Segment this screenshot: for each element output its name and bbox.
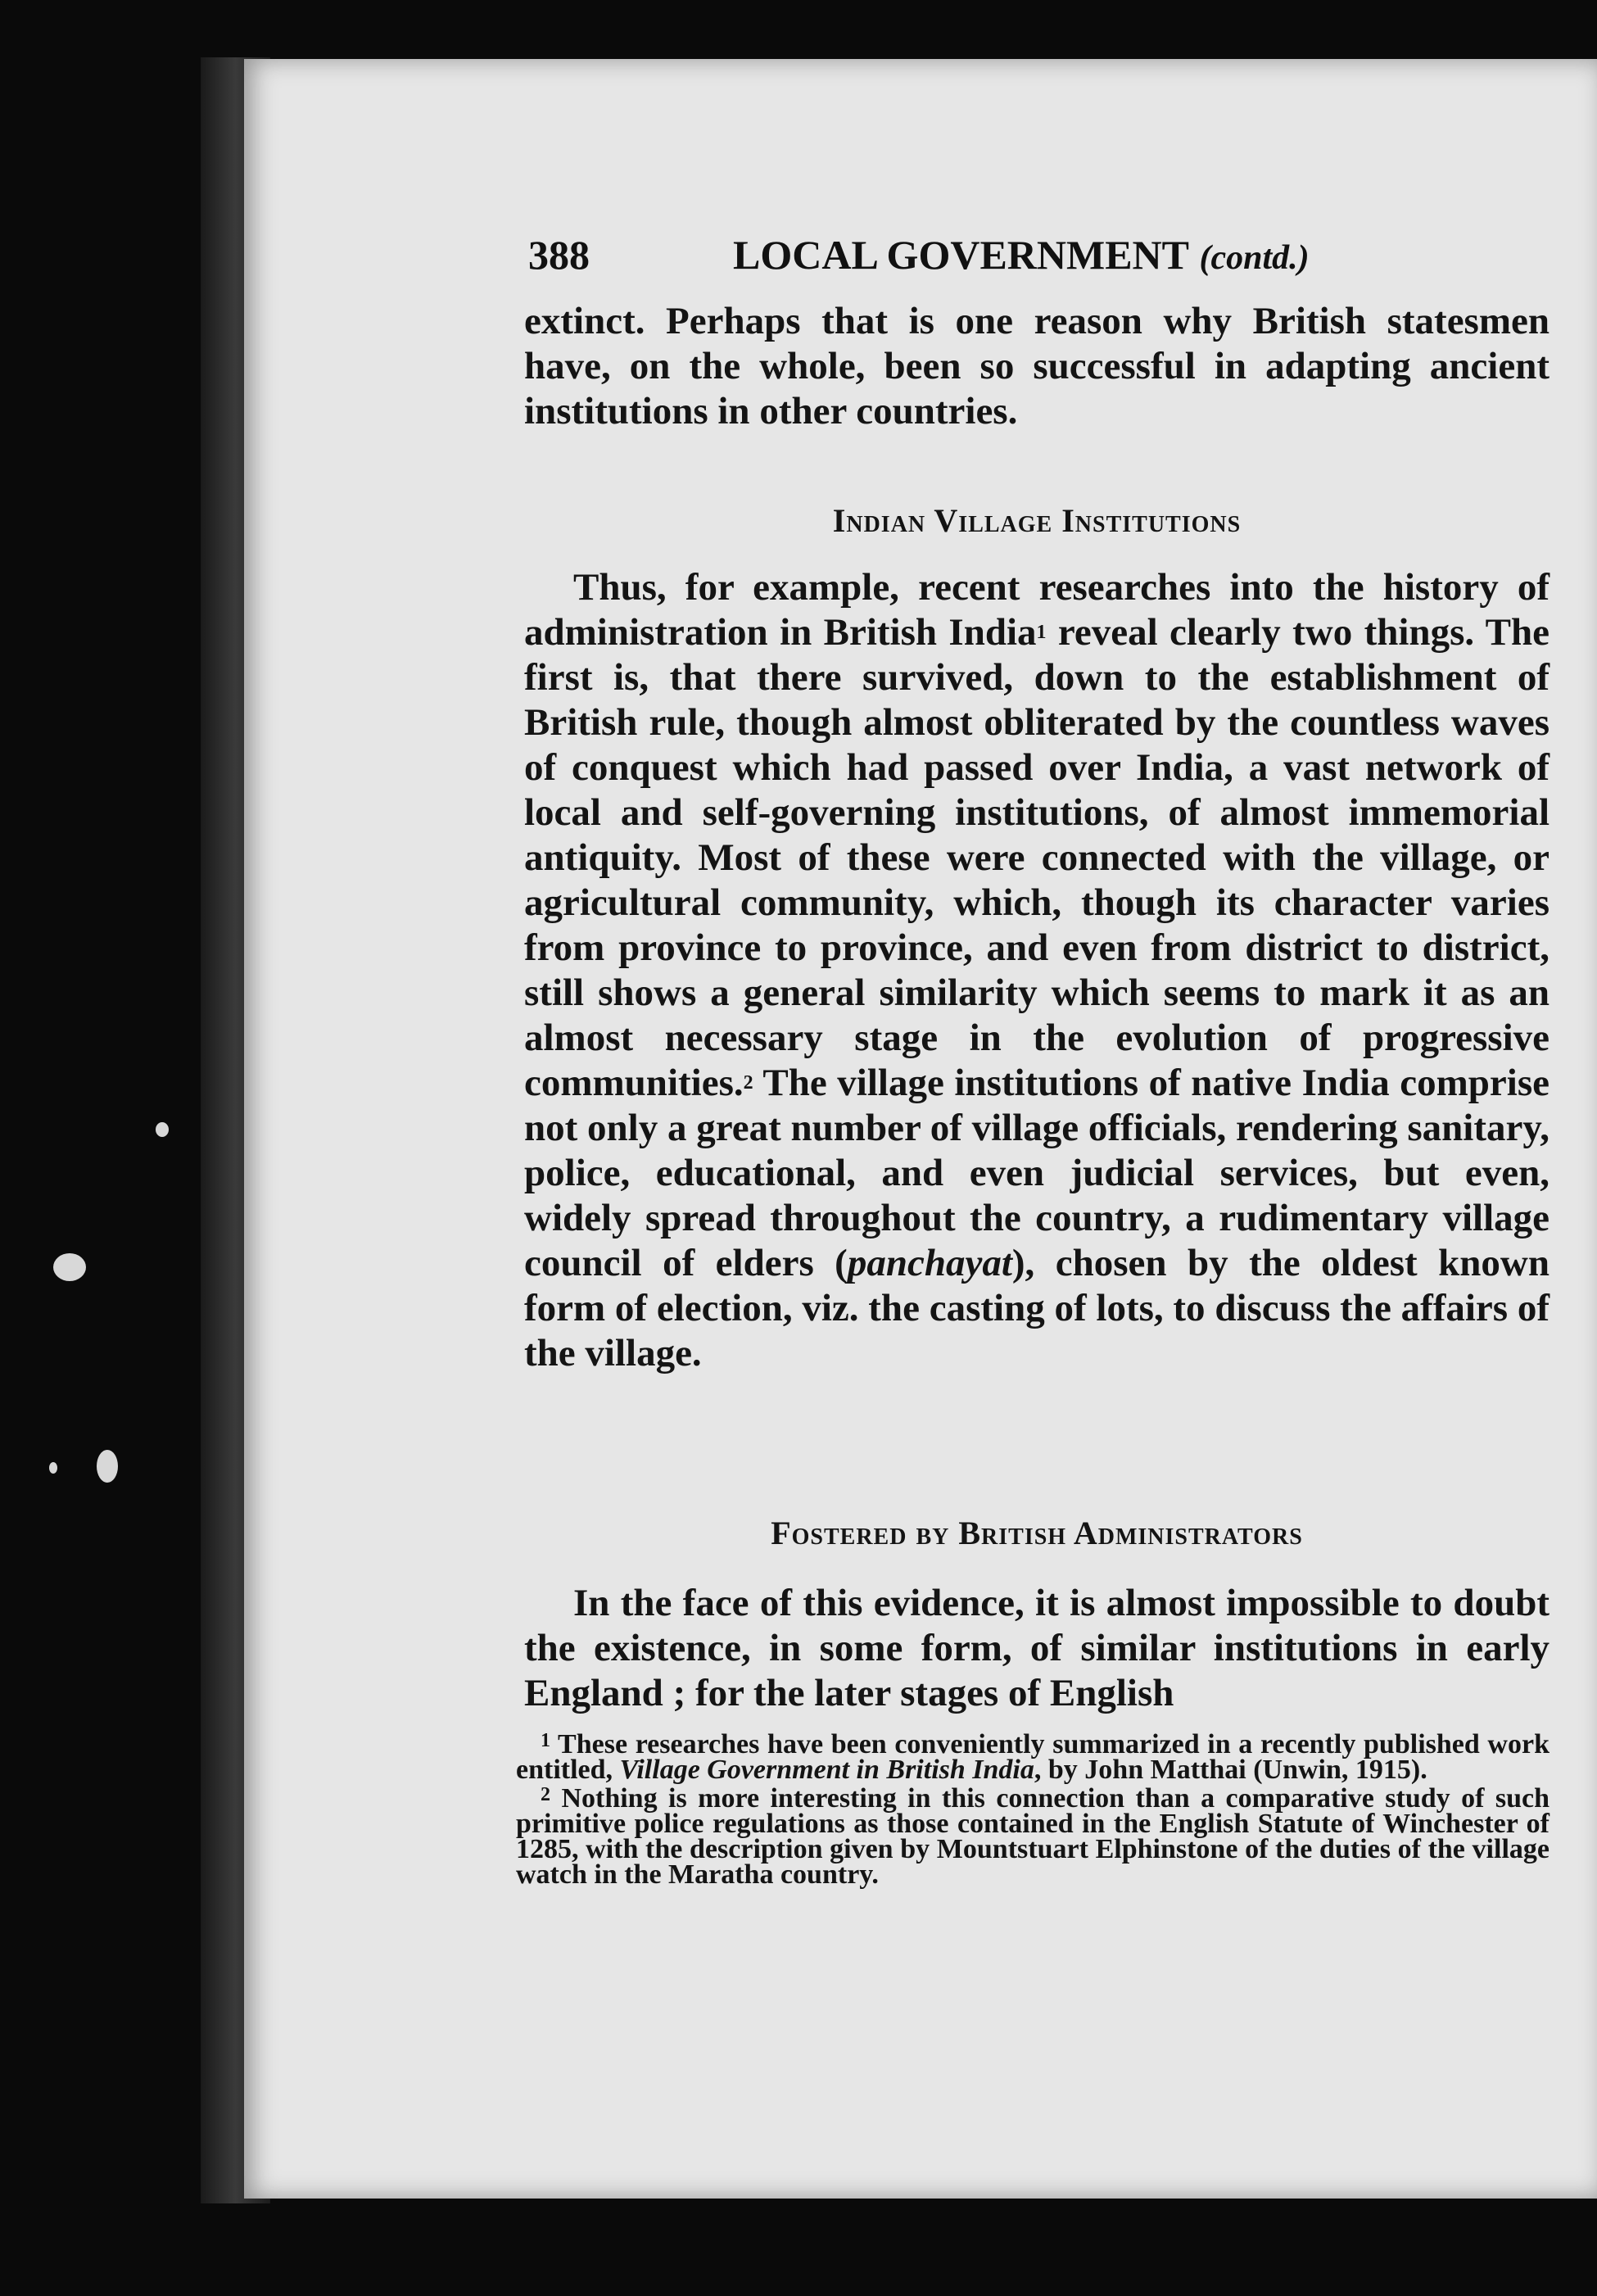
body-1-part-d: ), chosen by the oldest known form of election, viz. the casting of lots, to discuss the affairs of the village. bbox=[524, 1242, 1549, 1374]
running-title-contd: (contd.) bbox=[1199, 239, 1310, 277]
footnotes bbox=[516, 1728, 1549, 1890]
scan-speck bbox=[97, 1450, 118, 1483]
running-head bbox=[528, 231, 1556, 279]
scan-speck bbox=[53, 1253, 86, 1281]
footnote-1-book-title: Village Government in British India bbox=[619, 1755, 1034, 1785]
footnote-ref-2: 2 bbox=[743, 1072, 753, 1094]
footnote-2-mark: 2 bbox=[541, 1784, 550, 1805]
body-1-part-a: Thus, for example, recent researches into the history of administration in British India bbox=[524, 566, 1549, 654]
page-number: 388 bbox=[528, 232, 590, 278]
intro-paragraph: extinct. Perhaps that is one reason why British statesmen have, on the whole, been so successful in adapting ancient institutions in other countries. bbox=[524, 300, 1549, 432]
body-paragraph-2: In the face of this evidence, it is almost impossible to doubt the existence, in some form, of similar institutions in early England ; for the later stages of English bbox=[524, 1582, 1549, 1714]
scan-speck bbox=[156, 1122, 169, 1137]
body-paragraph-1 bbox=[524, 565, 1549, 1376]
footnote-1 bbox=[516, 1728, 1549, 1785]
footnote-2 bbox=[516, 1782, 1549, 1890]
footnote-1-text-b: , by John Matthai (Unwin, 1915). bbox=[1034, 1755, 1427, 1785]
footnote-1-mark: 1 bbox=[541, 1730, 550, 1751]
section-heading-indian-village-institutions: Indian Village Institutions bbox=[832, 502, 1242, 539]
scan-speck bbox=[49, 1462, 57, 1474]
section-heading-fostered-by-british-administrators: Fostered by British Administrators bbox=[771, 1515, 1303, 1551]
running-title: LOCAL GOVERNMENT bbox=[733, 232, 1190, 278]
body-1-italic-term: panchayat bbox=[847, 1242, 1012, 1284]
footnote-ref-1: 1 bbox=[1036, 622, 1047, 643]
body-1-part-b: reveal clearly two things. The first is, that there survived, down to the establishment of British rule, though almost obliterated by the countless waves of conquest which had passed over India, a vast network of local and self-governing institutions, of almost immemorial antiquity. Most of these were connected with the village, or agricultural community, which, though its character varies from province to province, and even from district to district, still shows a general similarity which seems to mark it as an almost necessary stage in the evolution of progressive communities. bbox=[524, 611, 1549, 1104]
body-1-part-c: The village institutions of native India comprise not only a great number of village officials, rendering sanitary, police, educational, and even judicial services, but even, widely spread throughout the country, a rudimentary village council of elders ( bbox=[524, 1062, 1549, 1284]
footnote-1-text-a: These researches have been conveniently summarized in a recently published work entitled, bbox=[516, 1729, 1549, 1785]
footnote-2-text: Nothing is more interesting in this connection than a comparative study of such primitive police regulations as those contained in the English Statute of Winchester of 1285, with the description given by Mountstuart Elphinstone of the duties of the village watch in the Maratha country. bbox=[516, 1783, 1549, 1890]
